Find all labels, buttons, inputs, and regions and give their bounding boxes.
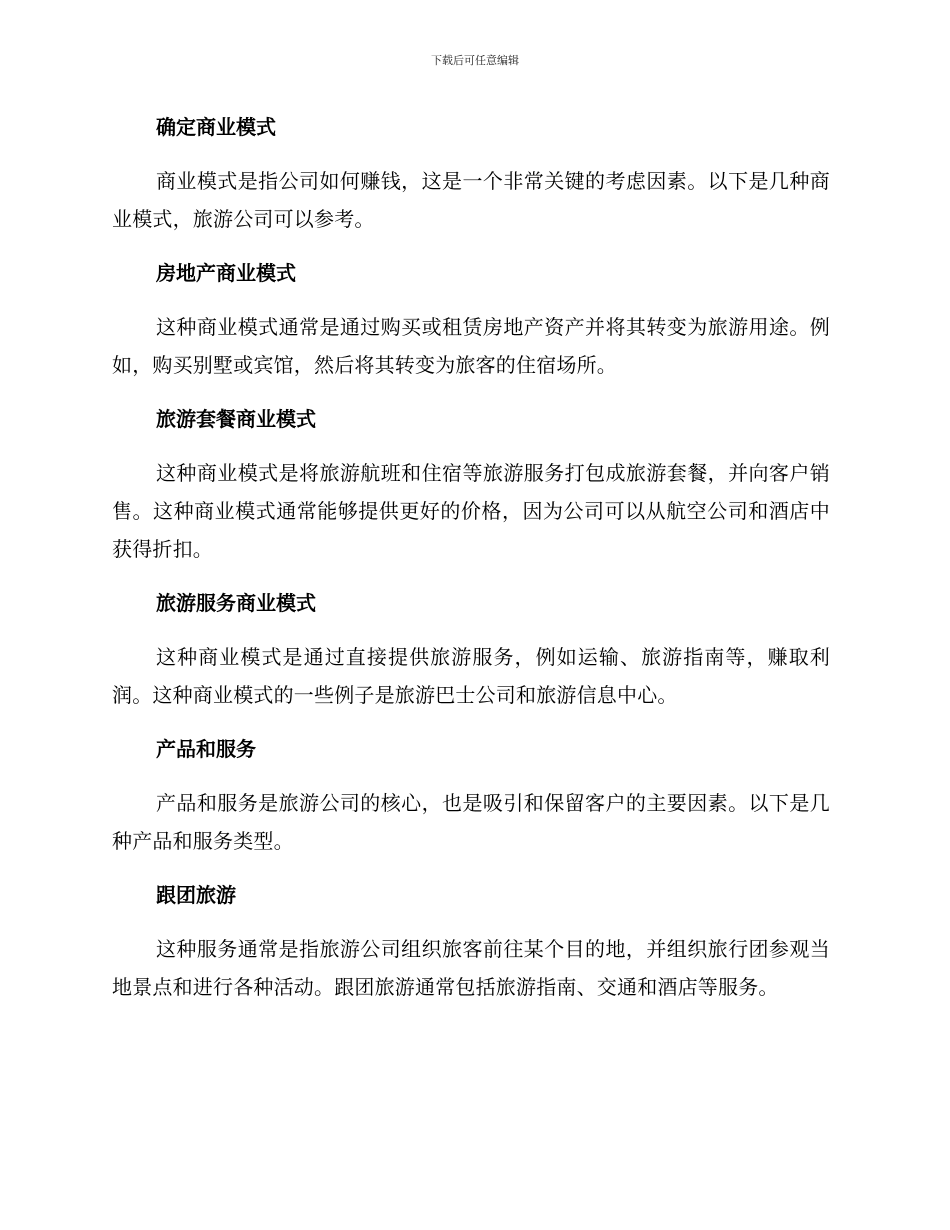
section-heading: 产品和服务 [156,737,256,761]
document-body [112,108,830,1006]
section-paragraph: 这种商业模式是将旅游航班和住宿等旅游服务打包成旅游套餐，并向客户销售。这种商业模式通常能够提供更好的价格，因为公司可以从航空公司和酒店中获得折扣。 [112,461,830,561]
page-header: 下载后可任意编辑 [431,54,519,67]
section-heading: 确定商业模式 [156,115,276,139]
section-paragraph: 产品和服务是旅游公司的核心，也是吸引和保留客户的主要因素。以下是几种产品和服务类型。 [112,791,830,853]
section-heading: 房地产商业模式 [156,261,296,285]
section-paragraph: 这种服务通常是指旅游公司组织旅客前往某个目的地，并组织旅行团参观当地景点和进行各种活动。跟团旅游通常包括旅游指南、交通和酒店等服务。 [112,937,830,999]
section-heading: 旅游套餐商业模式 [156,407,316,431]
section-heading: 旅游服务商业模式 [156,591,316,615]
section-paragraph: 这种商业模式是通过直接提供旅游服务，例如运输、旅游指南等，赚取利润。这种商业模式的一些例子是旅游巴士公司和旅游信息中心。 [112,645,830,707]
section-heading: 跟团旅游 [156,883,236,907]
section-paragraph: 商业模式是指公司如何赚钱，这是一个非常关键的考虑因素。以下是几种商业模式，旅游公司可以参考。 [112,169,830,231]
section-paragraph: 这种商业模式通常是通过购买或租赁房地产资产并将其转变为旅游用途。例如，购买别墅或宾馆，然后将其转变为旅客的住宿场所。 [112,315,830,377]
